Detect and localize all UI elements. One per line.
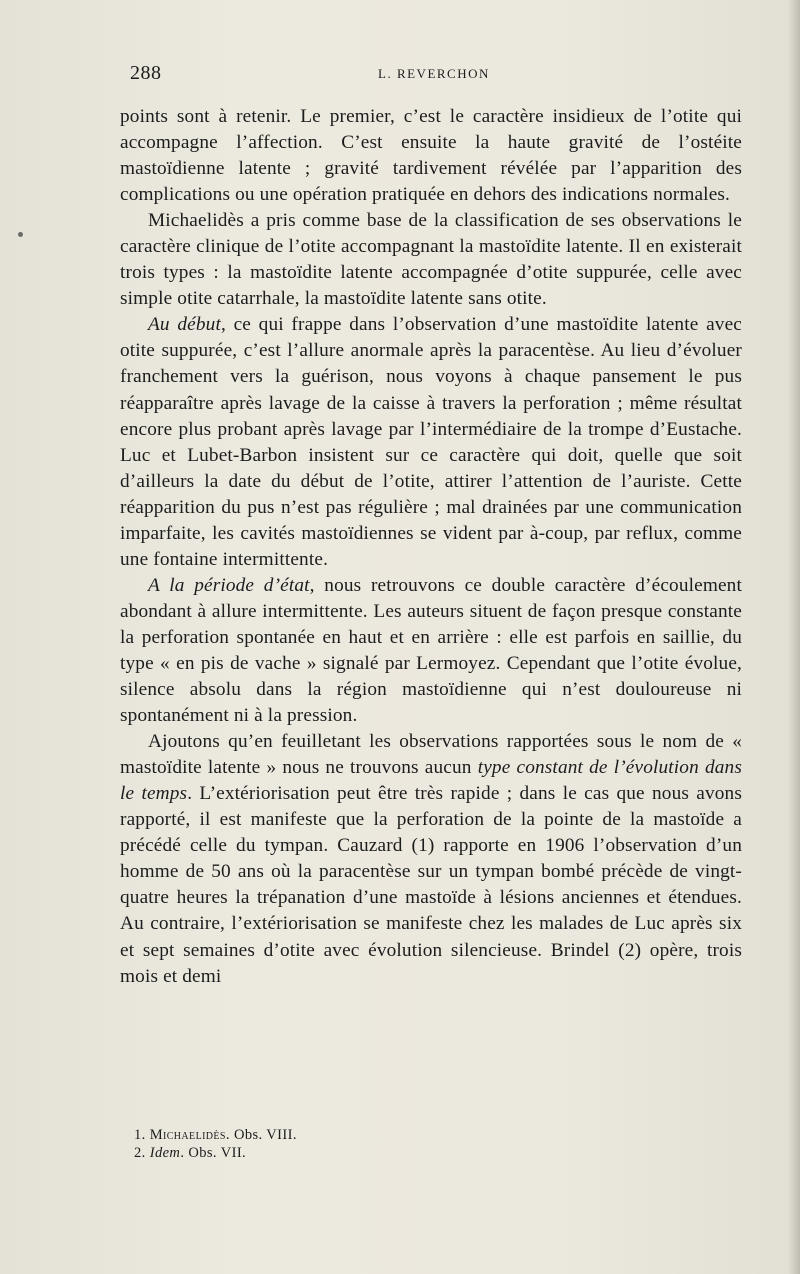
footnotes — [134, 1126, 734, 1162]
footnote-author: Michaelidès — [149, 1127, 226, 1143]
italic-lead: A la période d’état — [148, 574, 310, 596]
footnote-number: 2. — [134, 1145, 146, 1161]
footnote-number: 1. — [134, 1127, 146, 1143]
page-header — [120, 62, 740, 90]
footnote-2 — [134, 1144, 734, 1162]
paragraph: points sont à retenir. Le premier, c’est le caractère insidieux de l’otite qui accompagne l’affection. C’est ensuite la haute gravité de l’ostéite mastoïdienne latente ; gravité tardivement révélée par l’apparition des complications ou une opération pratiquée en dehors des indications normales. — [120, 106, 742, 206]
footnote-author: Idem — [149, 1145, 181, 1161]
paragraph-text: Ajoutons qu’en feuilletant les observations rapportées sous le nom de « mastoïdite latente » nous ne trouvons aucun — [120, 731, 742, 779]
footnote-1 — [134, 1126, 734, 1144]
footnote-ref: . Obs. VII. — [180, 1145, 247, 1161]
margin-mark — [18, 232, 23, 237]
paragraph: Michaelidès a pris comme base de la classification de ses observations le caractère clinique de l’otite accompagnant la mastoïdite latente. Il en existerait trois types : la mastoïdite latente accompagnée d’otite suppurée, celle avec simple otite catarrhale, la mastoïdite latente sans otite. — [120, 210, 742, 310]
running-head: L. REVERCHON — [378, 66, 490, 81]
paragraph — [120, 573, 742, 729]
body-text — [120, 104, 742, 990]
footnote-ref: . Obs. VIII. — [225, 1127, 297, 1143]
page-number: 288 — [130, 62, 162, 84]
page-edge-shadow — [788, 0, 800, 1274]
paragraph-text: , nous retrouvons ce double caractère d’écoulement abondant à allure intermittente. Les auteurs situent de façon presque constante la perforation spontanée en haut et en arrière : elle est parfois en saillie, du type « en pis de vache » signalé par Lermoyez. Cependant que l’otite évolue, silence absolu dans la région mastoïdienne qui n’est douloureuse ni spontanément ni à la pression. — [120, 574, 742, 727]
paragraph — [120, 729, 742, 989]
paragraph-text: . L’extériorisation peut être très rapide ; dans le cas que nous avons rapporté, il est manifeste que la perforation de la pointe de la mastoïde a précédé celle du tympan. Cauzard (1) rapporte en 1906 l’observation d’un homme de 50 ans où la paracentèse sur un tympan bombé précède de vingt-quatre heures la trépanation d’une mastoïde à lésions anciennes et étendues. Au contraire, l’extériorisation se manifeste chez les malades de Luc après six et sept semaines d’otite avec évolution silencieuse. Brindel (2) opère, trois mois et demi — [120, 783, 743, 987]
italic-lead: Au début — [148, 314, 221, 336]
italic-phrase: type constant de l’évolution dans le temps — [120, 757, 742, 805]
paragraph-text: , ce qui frappe dans l’observation d’une mastoïdite latente avec otite suppurée, c’est l’allure anormale après la paracentèse. Au lieu d’évoluer franchement vers la guérison, nous voyons à chaque pansement le pus réapparaître après lavage de la caisse à travers la perforation ; même résultat encore plus probant après lavage par l’intermédiaire de la trompe d’Eustache. Luc et Lubet-Barbon insistent sur ce caractère qui doit, quelle que soit d’ailleurs la date du début de l’otite, attirer l’attention de l’auriste. Cette réapparition du pus n’est pas régulière ; mal drainées par une communication imparfaite, les cavités mastoïdiennes se vident par à-coup, par reflux, comme une fontaine intermittente. — [120, 314, 742, 570]
paragraph — [120, 312, 742, 572]
